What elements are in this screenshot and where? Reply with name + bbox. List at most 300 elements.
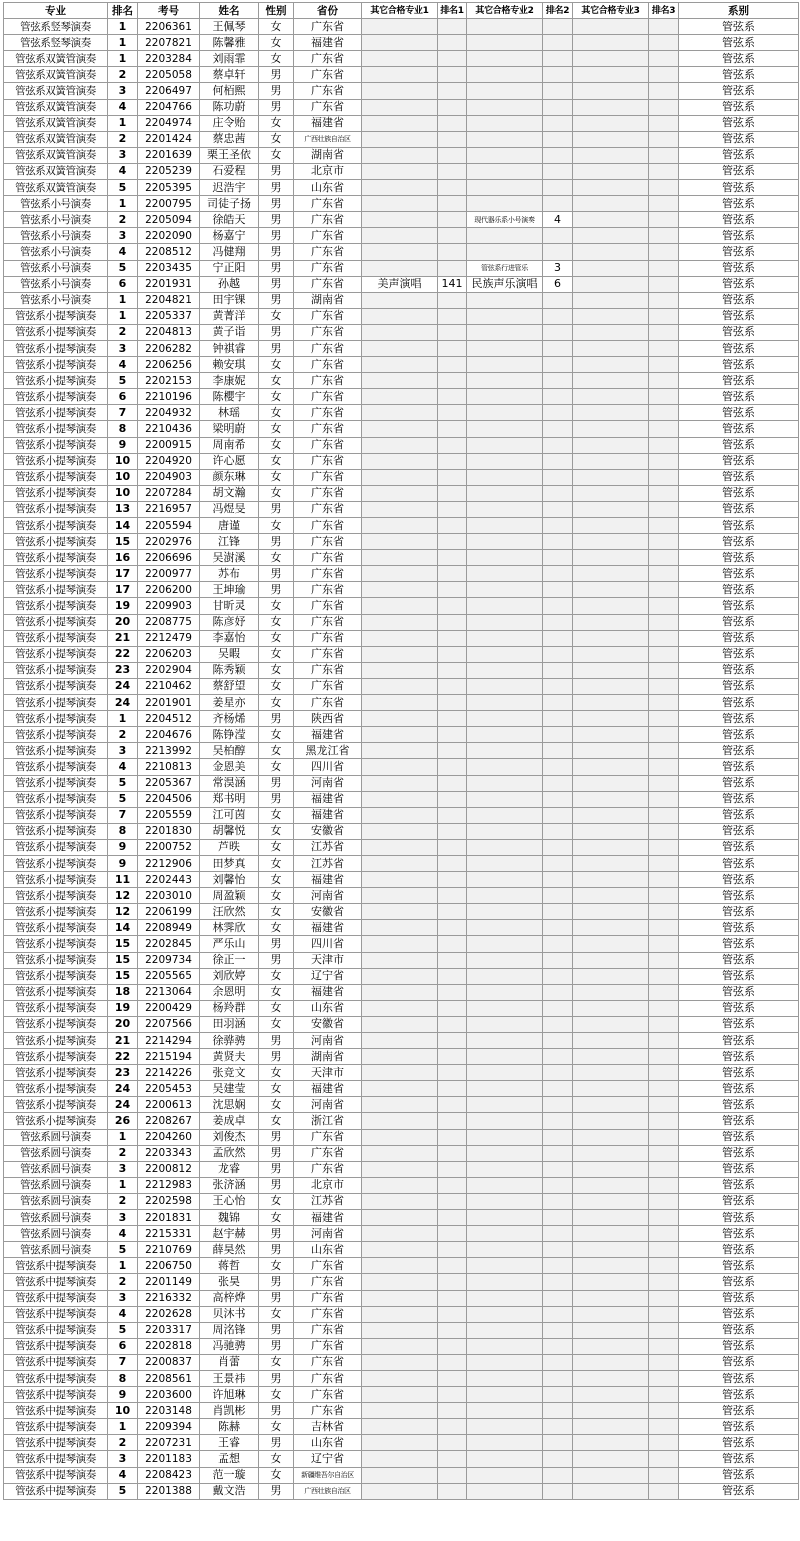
cell-province: 广东省 [294, 260, 362, 276]
cell-other-major-1 [362, 823, 438, 839]
cell-rank-2 [543, 1306, 573, 1322]
cell-rank-2 [543, 1193, 573, 1209]
cell-exam-number: 2202153 [138, 373, 200, 389]
cell-rank: 7 [108, 807, 138, 823]
cell-other-major-3 [573, 1338, 649, 1354]
cell-rank: 22 [108, 646, 138, 662]
cell-rank-2 [543, 1177, 573, 1193]
cell-other-major-2 [467, 1451, 543, 1467]
cell-rank: 3 [108, 1210, 138, 1226]
cell-rank-2 [543, 775, 573, 791]
cell-name: 刘欣婷 [200, 968, 259, 984]
cell-rank-2 [543, 1354, 573, 1370]
cell-exam-number: 2200613 [138, 1097, 200, 1113]
cell-major: 管弦系小提琴演奏 [4, 389, 108, 405]
cell-department: 管弦系 [679, 1354, 799, 1370]
cell-rank-2 [543, 678, 573, 694]
cell-exam-number: 2203284 [138, 51, 200, 67]
cell-rank: 5 [108, 373, 138, 389]
table-row [4, 1000, 799, 1016]
cell-rank-3 [649, 292, 679, 308]
cell-rank-3 [649, 501, 679, 517]
cell-rank: 21 [108, 630, 138, 646]
cell-rank: 24 [108, 1081, 138, 1097]
cell-rank-2 [543, 1258, 573, 1274]
cell-other-major-1 [362, 1322, 438, 1338]
cell-major: 管弦系小提琴演奏 [4, 598, 108, 614]
cell-rank: 5 [108, 1322, 138, 1338]
cell-other-major-3 [573, 1016, 649, 1032]
cell-gender: 男 [259, 1226, 294, 1242]
cell-department: 管弦系 [679, 163, 799, 179]
cell-province: 广东省 [294, 1387, 362, 1403]
cell-other-major-3 [573, 904, 649, 920]
cell-gender: 男 [259, 99, 294, 115]
cell-other-major-2 [467, 244, 543, 260]
table-row [4, 1145, 799, 1161]
cell-rank: 2 [108, 67, 138, 83]
cell-department: 管弦系 [679, 147, 799, 163]
cell-province: 广东省 [294, 212, 362, 228]
cell-exam-number: 2207231 [138, 1435, 200, 1451]
cell-other-major-2 [467, 630, 543, 646]
cell-major: 管弦系圆号演奏 [4, 1226, 108, 1242]
cell-rank-3 [649, 1435, 679, 1451]
cell-other-major-3 [573, 759, 649, 775]
cell-other-major-1 [362, 340, 438, 356]
cell-other-major-1 [362, 308, 438, 324]
cell-rank: 9 [108, 1387, 138, 1403]
cell-rank-2 [543, 839, 573, 855]
cell-exam-number: 2202628 [138, 1306, 200, 1322]
cell-gender: 女 [259, 550, 294, 566]
cell-name: 肖凯彬 [200, 1403, 259, 1419]
cell-other-major-3 [573, 1403, 649, 1419]
table-row [4, 1097, 799, 1113]
cell-major: 管弦系小提琴演奏 [4, 518, 108, 534]
cell-rank-1 [438, 1435, 467, 1451]
cell-gender: 男 [259, 1370, 294, 1386]
cell-department: 管弦系 [679, 1467, 799, 1483]
cell-province: 天津市 [294, 952, 362, 968]
cell-name: 贝沐书 [200, 1306, 259, 1322]
cell-rank: 2 [108, 131, 138, 147]
cell-rank-1 [438, 35, 467, 51]
cell-rank: 14 [108, 518, 138, 534]
table-row [4, 678, 799, 694]
cell-rank-1 [438, 1129, 467, 1145]
cell-rank: 20 [108, 1016, 138, 1032]
cell-exam-number: 2202090 [138, 228, 200, 244]
cell-province: 新疆维吾尔自治区 [294, 1467, 362, 1483]
cell-exam-number: 2207821 [138, 35, 200, 51]
cell-other-major-2 [467, 1177, 543, 1193]
cell-rank-3 [649, 518, 679, 534]
cell-other-major-1 [362, 662, 438, 678]
cell-province: 福建省 [294, 984, 362, 1000]
cell-other-major-3 [573, 1290, 649, 1306]
cell-gender: 女 [259, 888, 294, 904]
cell-other-major-3 [573, 1049, 649, 1065]
table-row [4, 357, 799, 373]
cell-rank: 17 [108, 582, 138, 598]
cell-province: 福建省 [294, 727, 362, 743]
cell-province: 广东省 [294, 662, 362, 678]
cell-province: 广东省 [294, 646, 362, 662]
cell-department: 管弦系 [679, 83, 799, 99]
cell-rank: 10 [108, 453, 138, 469]
cell-other-major-2 [467, 1322, 543, 1338]
cell-name: 许心愿 [200, 453, 259, 469]
cell-province: 广东省 [294, 566, 362, 582]
cell-province: 福建省 [294, 115, 362, 131]
cell-exam-number: 2207566 [138, 1016, 200, 1032]
cell-province: 河南省 [294, 775, 362, 791]
cell-department: 管弦系 [679, 405, 799, 421]
cell-other-major-2 [467, 1290, 543, 1306]
cell-rank-2 [543, 791, 573, 807]
cell-rank-3 [649, 163, 679, 179]
cell-other-major-1 [362, 1210, 438, 1226]
cell-other-major-1 [362, 1274, 438, 1290]
cell-province: 吉林省 [294, 1419, 362, 1435]
table-row [4, 807, 799, 823]
cell-exam-number: 2213992 [138, 743, 200, 759]
cell-rank: 18 [108, 984, 138, 1000]
cell-department: 管弦系 [679, 1451, 799, 1467]
cell-other-major-3 [573, 936, 649, 952]
cell-province: 广东省 [294, 1145, 362, 1161]
cell-name: 蒋哲 [200, 1258, 259, 1274]
cell-other-major-3 [573, 646, 649, 662]
cell-gender: 男 [259, 582, 294, 598]
cell-exam-number: 2208561 [138, 1370, 200, 1386]
cell-rank-3 [649, 1097, 679, 1113]
cell-rank-3 [649, 1354, 679, 1370]
cell-name: 王景祎 [200, 1370, 259, 1386]
cell-exam-number: 2205559 [138, 807, 200, 823]
table-row [4, 260, 799, 276]
cell-department: 管弦系 [679, 920, 799, 936]
header-exam-number: 考号 [138, 3, 200, 19]
cell-rank-1 [438, 147, 467, 163]
cell-other-major-1 [362, 1403, 438, 1419]
cell-rank-1 [438, 1193, 467, 1209]
cell-other-major-2 [467, 292, 543, 308]
cell-rank-3 [649, 115, 679, 131]
cell-rank-1 [438, 1290, 467, 1306]
cell-gender: 男 [259, 212, 294, 228]
cell-name: 田羽涵 [200, 1016, 259, 1032]
cell-gender: 男 [259, 67, 294, 83]
cell-gender: 男 [259, 292, 294, 308]
cell-province: 安徽省 [294, 823, 362, 839]
cell-rank-1 [438, 437, 467, 453]
cell-exam-number: 2205094 [138, 212, 200, 228]
header-rank: 排名 [108, 3, 138, 19]
cell-exam-number: 2203317 [138, 1322, 200, 1338]
cell-province: 广东省 [294, 550, 362, 566]
cell-major: 管弦系小提琴演奏 [4, 534, 108, 550]
cell-province: 广东省 [294, 695, 362, 711]
cell-rank-1 [438, 968, 467, 984]
cell-other-major-3 [573, 855, 649, 871]
cell-rank: 19 [108, 598, 138, 614]
cell-department: 管弦系 [679, 228, 799, 244]
cell-other-major-3 [573, 839, 649, 855]
cell-other-major-1 [362, 51, 438, 67]
cell-rank-3 [649, 630, 679, 646]
cell-rank: 4 [108, 1467, 138, 1483]
table-row [4, 518, 799, 534]
header-name: 姓名 [200, 3, 259, 19]
cell-rank-1 [438, 872, 467, 888]
cell-other-major-1 [362, 1419, 438, 1435]
cell-province: 安徽省 [294, 1016, 362, 1032]
cell-rank-1 [438, 180, 467, 196]
cell-rank-3 [649, 1081, 679, 1097]
table-row [4, 1274, 799, 1290]
cell-major: 管弦系小提琴演奏 [4, 1097, 108, 1113]
cell-other-major-1 [362, 212, 438, 228]
cell-other-major-3 [573, 1113, 649, 1129]
cell-exam-number: 2204512 [138, 711, 200, 727]
cell-province: 广东省 [294, 308, 362, 324]
cell-rank-3 [649, 244, 679, 260]
table-row [4, 1338, 799, 1354]
cell-other-major-3 [573, 1435, 649, 1451]
cell-other-major-2 [467, 1226, 543, 1242]
cell-gender: 女 [259, 662, 294, 678]
cell-rank-3 [649, 920, 679, 936]
cell-other-major-1 [362, 984, 438, 1000]
cell-rank: 24 [108, 678, 138, 694]
cell-rank-1 [438, 743, 467, 759]
cell-province: 广东省 [294, 99, 362, 115]
cell-other-major-1 [362, 920, 438, 936]
cell-rank-2 [543, 163, 573, 179]
cell-other-major-3 [573, 1354, 649, 1370]
cell-other-major-3 [573, 727, 649, 743]
cell-rank-2 [543, 228, 573, 244]
cell-major: 管弦系小提琴演奏 [4, 807, 108, 823]
cell-exam-number: 2210462 [138, 678, 200, 694]
cell-rank-3 [649, 1065, 679, 1081]
cell-name: 张竞文 [200, 1065, 259, 1081]
cell-gender: 女 [259, 373, 294, 389]
cell-province: 广东省 [294, 276, 362, 292]
cell-other-major-2 [467, 984, 543, 1000]
cell-rank: 15 [108, 952, 138, 968]
cell-rank-1 [438, 1387, 467, 1403]
cell-rank-1 [438, 598, 467, 614]
cell-other-major-1 [362, 19, 438, 35]
cell-other-major-3 [573, 711, 649, 727]
cell-name: 司徒子扬 [200, 196, 259, 212]
cell-gender: 男 [259, 1403, 294, 1419]
cell-other-major-1 [362, 711, 438, 727]
cell-department: 管弦系 [679, 292, 799, 308]
cell-other-major-1 [362, 373, 438, 389]
cell-department: 管弦系 [679, 1403, 799, 1419]
cell-other-major-2 [467, 196, 543, 212]
cell-province: 广东省 [294, 340, 362, 356]
cell-major: 管弦系小提琴演奏 [4, 630, 108, 646]
cell-other-major-2 [467, 453, 543, 469]
cell-province: 广东省 [294, 19, 362, 35]
cell-other-major-2 [467, 662, 543, 678]
cell-rank: 1 [108, 1177, 138, 1193]
cell-rank: 9 [108, 437, 138, 453]
cell-other-major-1 [362, 952, 438, 968]
table-row [4, 952, 799, 968]
cell-major: 管弦系中提琴演奏 [4, 1258, 108, 1274]
cell-major: 管弦系双簧管演奏 [4, 99, 108, 115]
cell-rank-3 [649, 1033, 679, 1049]
cell-rank-2 [543, 1081, 573, 1097]
cell-department: 管弦系 [679, 357, 799, 373]
cell-exam-number: 2206750 [138, 1258, 200, 1274]
cell-name: 刘雨霏 [200, 51, 259, 67]
cell-major: 管弦系小提琴演奏 [4, 1016, 108, 1032]
cell-rank: 5 [108, 260, 138, 276]
cell-department: 管弦系 [679, 968, 799, 984]
cell-gender: 女 [259, 1451, 294, 1467]
cell-province: 广东省 [294, 1129, 362, 1145]
table-row [4, 373, 799, 389]
cell-rank-2 [543, 1451, 573, 1467]
cell-major: 管弦系竖琴演奏 [4, 35, 108, 51]
table-row [4, 1451, 799, 1467]
cell-department: 管弦系 [679, 212, 799, 228]
cell-other-major-1 [362, 807, 438, 823]
cell-department: 管弦系 [679, 1226, 799, 1242]
cell-major: 管弦系小提琴演奏 [4, 550, 108, 566]
cell-other-major-1 [362, 1290, 438, 1306]
cell-province: 湖南省 [294, 292, 362, 308]
cell-department: 管弦系 [679, 550, 799, 566]
cell-major: 管弦系竖琴演奏 [4, 19, 108, 35]
cell-gender: 女 [259, 1258, 294, 1274]
header-other-major-2: 其它合格专业2 [467, 3, 543, 19]
cell-rank-2: 6 [543, 276, 573, 292]
cell-exam-number: 2203010 [138, 888, 200, 904]
cell-province: 广东省 [294, 469, 362, 485]
table-row [4, 727, 799, 743]
cell-province: 广东省 [294, 1354, 362, 1370]
cell-rank-1 [438, 1049, 467, 1065]
cell-other-major-3 [573, 952, 649, 968]
cell-name: 张济涵 [200, 1177, 259, 1193]
cell-name: 杨羚群 [200, 1000, 259, 1016]
cell-gender: 男 [259, 534, 294, 550]
table-row [4, 1370, 799, 1386]
cell-name: 王坤瑜 [200, 582, 259, 598]
cell-province: 广东省 [294, 51, 362, 67]
cell-province: 山东省 [294, 180, 362, 196]
cell-other-major-2 [467, 1081, 543, 1097]
cell-rank-3 [649, 823, 679, 839]
cell-province: 江苏省 [294, 855, 362, 871]
cell-other-major-2 [467, 485, 543, 501]
cell-other-major-1 [362, 405, 438, 421]
cell-other-major-2 [467, 1354, 543, 1370]
cell-other-major-2 [467, 743, 543, 759]
cell-department: 管弦系 [679, 1435, 799, 1451]
cell-rank-1 [438, 1419, 467, 1435]
cell-rank: 1 [108, 308, 138, 324]
table-row [4, 1306, 799, 1322]
table-row [4, 582, 799, 598]
cell-department: 管弦系 [679, 1274, 799, 1290]
cell-other-major-3 [573, 405, 649, 421]
cell-major: 管弦系小提琴演奏 [4, 566, 108, 582]
cell-major: 管弦系圆号演奏 [4, 1242, 108, 1258]
cell-other-major-1 [362, 936, 438, 952]
cell-other-major-3 [573, 357, 649, 373]
cell-name: 陈櫻宇 [200, 389, 259, 405]
cell-exam-number: 2205565 [138, 968, 200, 984]
cell-rank-2 [543, 695, 573, 711]
cell-name: 王心怡 [200, 1193, 259, 1209]
cell-rank-2 [543, 67, 573, 83]
table-row [4, 453, 799, 469]
cell-major: 管弦系小号演奏 [4, 292, 108, 308]
cell-major: 管弦系小提琴演奏 [4, 357, 108, 373]
cell-gender: 女 [259, 35, 294, 51]
cell-rank: 6 [108, 389, 138, 405]
cell-department: 管弦系 [679, 115, 799, 131]
cell-rank: 5 [108, 1483, 138, 1499]
cell-department: 管弦系 [679, 131, 799, 147]
cell-other-major-2 [467, 389, 543, 405]
cell-gender: 女 [259, 19, 294, 35]
cell-department: 管弦系 [679, 308, 799, 324]
cell-other-major-3 [573, 1161, 649, 1177]
cell-major: 管弦系小提琴演奏 [4, 839, 108, 855]
cell-rank: 4 [108, 1306, 138, 1322]
cell-other-major-3 [573, 1210, 649, 1226]
cell-other-major-3 [573, 1000, 649, 1016]
cell-other-major-2 [467, 791, 543, 807]
table-row [4, 711, 799, 727]
cell-name: 吴柏醇 [200, 743, 259, 759]
cell-rank-2 [543, 1129, 573, 1145]
cell-rank-3 [649, 1000, 679, 1016]
cell-other-major-1 [362, 518, 438, 534]
cell-exam-number: 2201639 [138, 147, 200, 163]
cell-other-major-3 [573, 19, 649, 35]
cell-province: 广东省 [294, 518, 362, 534]
table-row [4, 340, 799, 356]
cell-department: 管弦系 [679, 485, 799, 501]
cell-other-major-3 [573, 1033, 649, 1049]
cell-department: 管弦系 [679, 1113, 799, 1129]
cell-department: 管弦系 [679, 453, 799, 469]
header-row [4, 3, 799, 19]
table-row [4, 743, 799, 759]
cell-rank-3 [649, 872, 679, 888]
cell-other-major-3 [573, 373, 649, 389]
cell-other-major-1 [362, 469, 438, 485]
cell-rank-3 [649, 99, 679, 115]
cell-other-major-2 [467, 1145, 543, 1161]
cell-rank-3 [649, 1306, 679, 1322]
cell-rank: 1 [108, 1258, 138, 1274]
cell-other-major-2 [467, 534, 543, 550]
cell-rank-1 [438, 984, 467, 1000]
cell-rank-1 [438, 1113, 467, 1129]
